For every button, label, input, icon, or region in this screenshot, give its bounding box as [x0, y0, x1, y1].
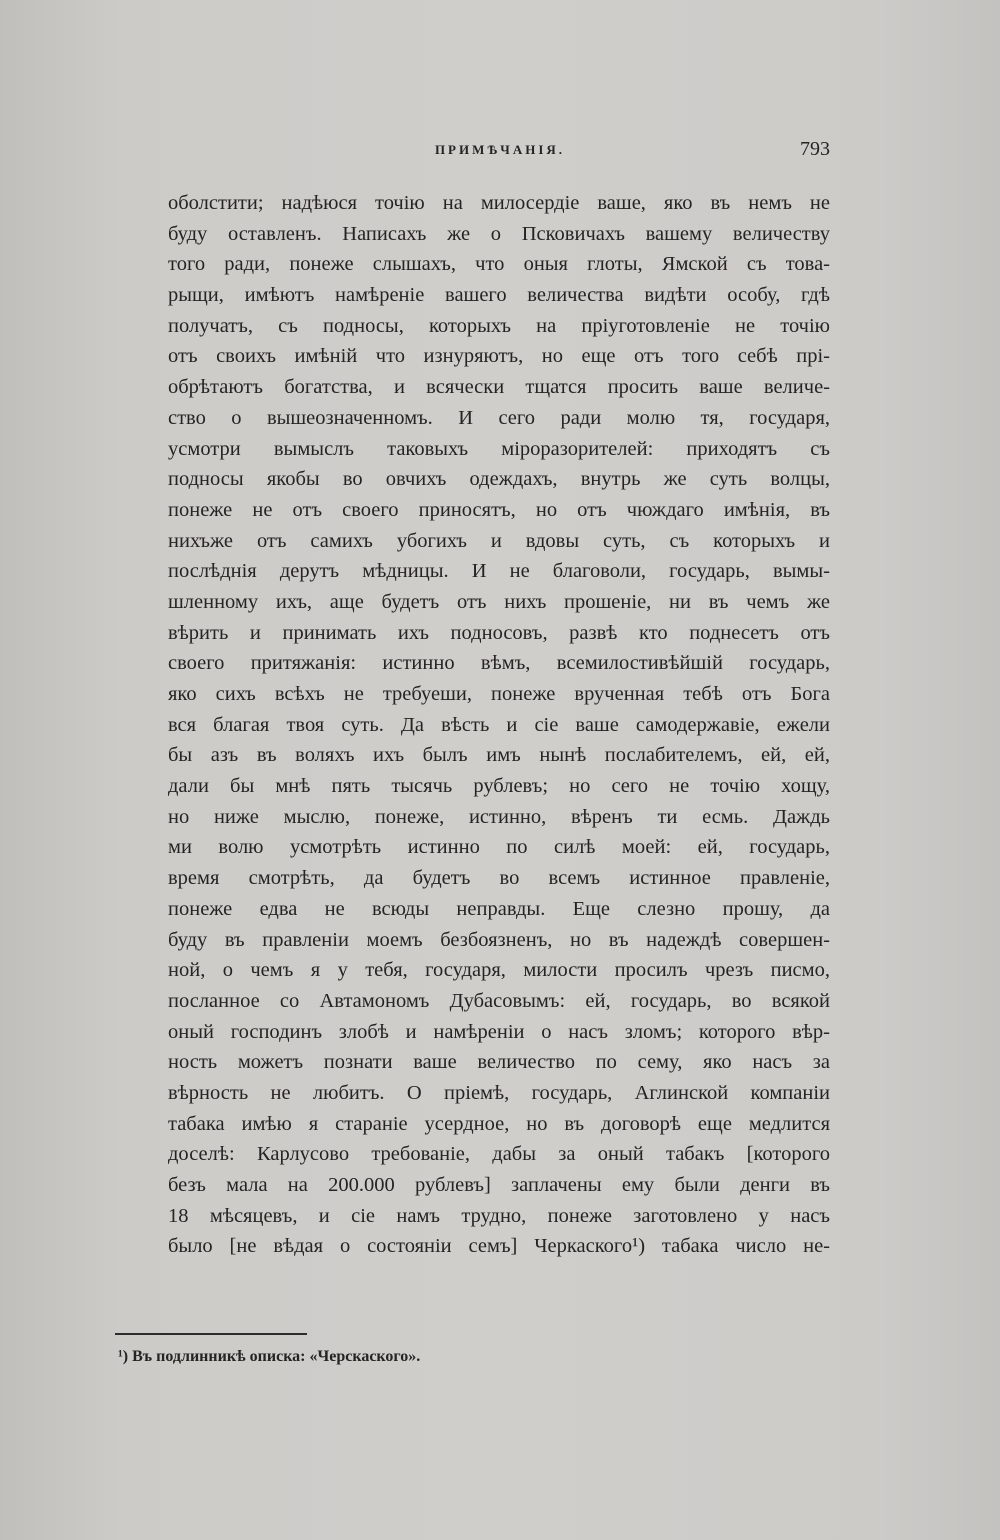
text-line: вся благая твоя суть. Да вѣсть и сіе ваше самодержавіе, ежели — [168, 713, 830, 736]
body-text — [168, 188, 830, 1262]
text-line: ми волю усмотрѣть истинно по силѣ моей: ей, государь, — [168, 836, 830, 859]
text-line: дали бы мнѣ пять тысячь рублевъ; но сего не точію хощу, — [168, 775, 830, 798]
text-line: вѣрить и принимать ихъ подносовъ, развѣ кто поднесетъ отъ — [168, 621, 830, 644]
text-line: табака имѣю я стараніе усердное, но въ договорѣ еще медлится — [168, 1112, 830, 1135]
text-line: буду въ правленіи моемъ безбоязненъ, но въ надеждѣ совершен- — [168, 928, 830, 951]
text-line: понеже не отъ своего приносятъ, но отъ чюждаго имѣнія, въ — [168, 498, 830, 521]
text-line: нихъже отъ самихъ убогихъ и вдовы суть, съ которыхъ и — [168, 529, 830, 552]
page-number: 793 — [800, 138, 830, 160]
text-line: рыщи, имѣютъ намѣреніе вашего величества видѣти особу, гдѣ — [168, 284, 830, 307]
text-line: получатъ, съ подносы, которыхъ на пріуготовленіе не точію — [168, 314, 830, 337]
text-line: того ради, понеже слышахъ, что оныя глоты, Ямской съ това- — [168, 253, 830, 276]
text-line: безъ мала на 200.000 рублевъ] заплачены ему были денги въ — [168, 1174, 830, 1196]
running-title: ПРИМѢЧАНІЯ. — [434, 142, 566, 157]
text-line: ство о вышеозначенномъ. И сего ради молю тя, государя, — [168, 406, 830, 429]
text-line: оный господинъ злобѣ и намѣреніи о насъ зломъ; которого вѣр- — [168, 1020, 830, 1043]
text-line: послѣднія дерутъ мѣдницы. И не благоволи, государь, вымы- — [168, 560, 830, 583]
text-line: своего притяжанія: истинно вѣмъ, всемилостивѣйшій государь, — [168, 652, 830, 675]
text-line: буду оставленъ. Написахъ же о Псковичахъ вашему величеству — [168, 222, 830, 245]
text-line: усмотри вымыслъ таковыхъ міроразорителей: приходятъ съ — [168, 437, 830, 460]
text-line: оболстити; надѣюся точію на милосердіе ваше, яко въ немъ не — [168, 192, 830, 214]
text-line: посланное со Автамономъ Дубасовымъ: ей, государь, во всякой — [168, 989, 830, 1012]
text-line: отъ своихъ имѣній что изнуряютъ, но еще отъ того себѣ прі- — [168, 345, 830, 368]
text-line: 18 мѣсяцевъ, и сіе намъ трудно, понеже заготовлено у насъ — [168, 1204, 830, 1227]
text-line: подносы якобы во овчихъ одеждахъ, внутрь же суть волцы, — [168, 468, 830, 491]
text-line: но ниже мыслю, понеже, истинно, вѣренъ ти есмь. Даждь — [168, 805, 830, 828]
text-line: ной, о чемъ я у тебя, государя, милости просилъ чрезъ писмо, — [168, 959, 830, 982]
text-line: ность можетъ познати ваше величество по сему, яко насъ за — [168, 1051, 830, 1074]
text-line: время смотрѣть, да будетъ во всемъ истинное правленіе, — [168, 867, 830, 890]
text-line: бы азъ въ воляхъ ихъ былъ имъ нынѣ послабителемъ, ей, ей, — [168, 744, 830, 767]
text-line: доселѣ: Карлусово требованіе, дабы за оный табакъ [которого — [168, 1143, 830, 1166]
text-line: было [не вѣдая о состояніи семъ] Черкаского¹) табака число не- — [168, 1235, 830, 1258]
footnote-divider — [115, 1333, 307, 1335]
text-line: шленному ихъ, аще будетъ отъ нихъ прошеніе, ни въ чемъ же — [168, 590, 830, 613]
text-line: вѣрность не любитъ. О пріемѣ, государь, Аглинской компаніи — [168, 1081, 830, 1104]
text-line: яко сихъ всѣхъ не требуеши, понеже врученная тебѣ отъ Бога — [168, 683, 830, 705]
text-line: понеже едва не всюды неправды. Еще слезно прошу, да — [168, 897, 830, 920]
running-head — [170, 138, 830, 168]
text-line: обрѣтаютъ богатства, и всячески тщатся просить ваше величе- — [168, 376, 830, 399]
footnote: ¹) Въ подлинникѣ описка: «Черскаского». — [118, 1348, 421, 1365]
